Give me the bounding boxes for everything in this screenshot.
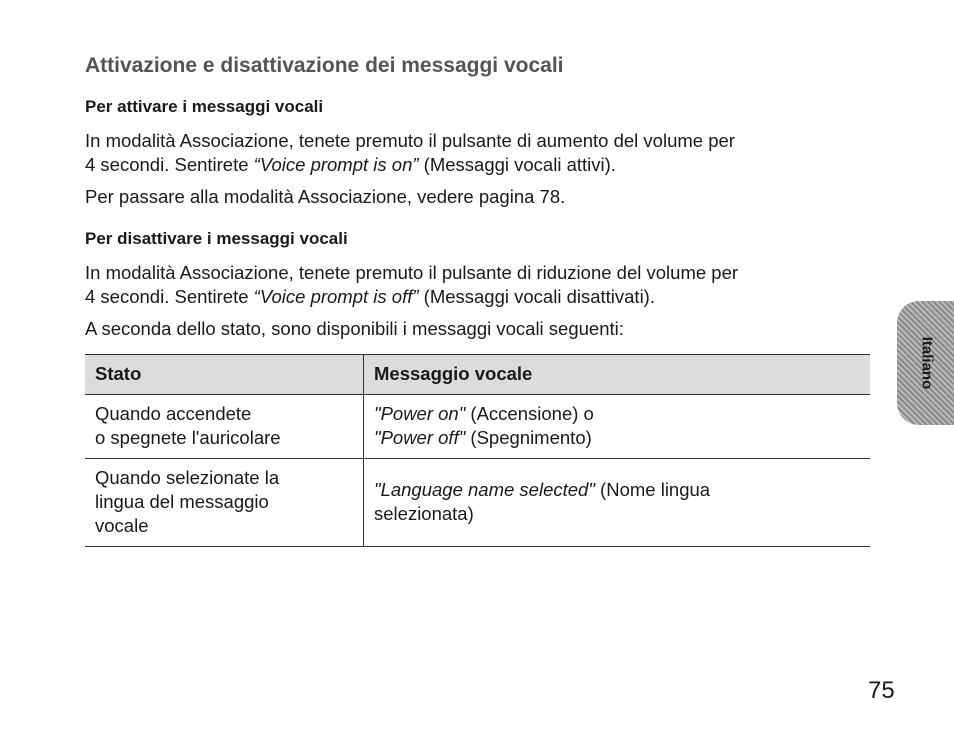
activate-line2-pre: 4 secondi. Sentirete [85,154,254,175]
state-text: vocale [95,515,149,536]
message-text: selezionata) [374,503,474,524]
message-text: (Spegnimento) [465,427,592,448]
message-text: (Accensione) o [465,403,594,424]
deactivate-instructions [85,261,870,309]
header-voice-message: Messaggio vocale [364,355,871,395]
message-cell [364,395,871,459]
activate-prompt: “Voice prompt is on” [253,154,419,175]
state-cell [85,459,364,547]
page-title: Attivazione e disattivazione dei messaggi vocali [85,54,564,77]
table-header-row [85,355,870,395]
state-cell [85,395,364,459]
deactivate-line1: In modalità Associazione, tenete premuto il pulsante di riduzione del volume per [85,262,739,283]
message-cell [364,459,871,547]
activate-line2-post: (Messaggi vocali attivi). [418,154,616,175]
state-text: Quando selezionate la [95,467,280,488]
section-heading-deactivate: Per disattivare i messaggi vocali [85,229,348,248]
prompt-text: "Language name selected" [374,479,595,500]
table-row [85,395,870,459]
section-heading-activate: Per attivare i messaggi vocali [85,97,324,116]
prompt-text: "Power on" [374,403,466,424]
activate-line1: In modalità Associazione, tenete premuto il pulsante di aumento del volume per [85,130,735,151]
prompt-text: "Power off" [374,427,466,448]
language-tab [897,301,954,425]
pairing-mode-note: Per passare alla modalità Associazione, vedere pagina 78. [85,186,566,207]
deactivate-line2-pre: 4 secondi. Sentirete [85,286,254,307]
deactivate-prompt: “Voice prompt is off” [253,286,419,307]
language-tab-label: Italiano [918,336,936,390]
state-text: lingua del messaggio [95,491,269,512]
page-number: 75 [868,677,895,704]
state-text: o spegnete l'auricolare [95,427,281,448]
message-text: (Nome lingua [594,479,711,500]
header-state: Stato [85,355,364,395]
state-text: Quando accendete [95,403,252,424]
deactivate-line2-post: (Messaggi vocali disattivati). [418,286,655,307]
table-row [85,459,870,547]
voice-messages-table [85,354,870,547]
page-content [85,52,870,547]
messages-intro: A seconda dello stato, sono disponibili i messaggi vocali seguenti: [85,318,624,339]
activate-instructions [85,129,870,177]
